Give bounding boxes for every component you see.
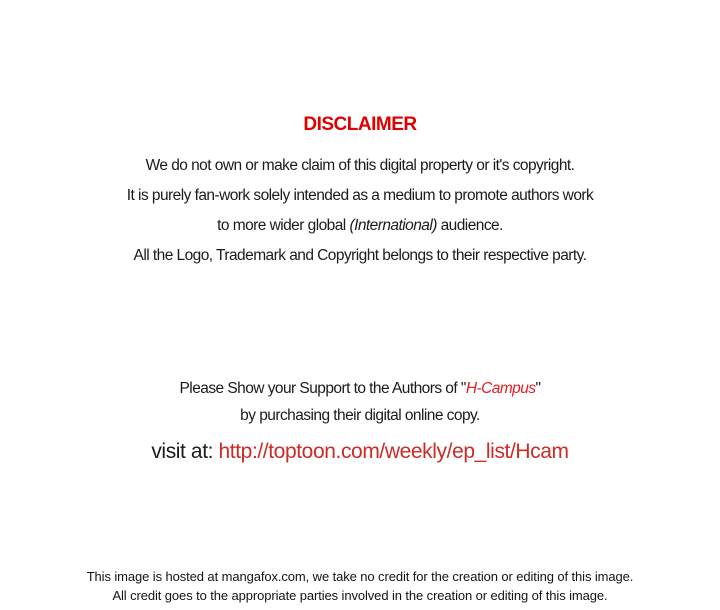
disclaimer-line-3-pre: to more wider global: [217, 217, 350, 234]
support-block: [0, 375, 720, 429]
disclaimer-line-1: We do not own or make claim of this digital property or it's copyright.: [145, 157, 575, 174]
series-title: H-Campus: [465, 380, 536, 397]
disclaimer-title: DISCLAIMER: [303, 114, 417, 135]
visit-line: [0, 438, 720, 466]
support-line-2: by purchasing their digital online copy.: [240, 407, 480, 424]
hosting-note-line-1: This image is hosted at mangafox.com, we take no credit for the creation or editing of this image.: [86, 569, 634, 584]
support-line-1: [0, 375, 720, 402]
disclaimer-line-3-post: audience.: [436, 217, 503, 234]
disclaimer-body: [0, 151, 720, 271]
hosting-note: [0, 567, 720, 605]
disclaimer-line-2: It is purely fan-work solely intended as a medium to promote authors work: [126, 187, 594, 204]
toptoon-url[interactable]: http://toptoon.com/weekly/ep_list/Hcam: [218, 440, 569, 463]
visit-label: visit at:: [151, 440, 219, 463]
disclaimer-line-3: [0, 211, 720, 241]
support-line-1-pre: Please Show your Support to the Authors of ": [179, 380, 466, 397]
international-emphasis: (International): [349, 217, 437, 234]
support-line-1-post: ": [535, 380, 541, 397]
disclaimer-line-4: All the Logo, Trademark and Copyright belongs to their respective party.: [133, 247, 587, 264]
hosting-note-line-2: All credit goes to the appropriate parties involved in the creation or editing of this image.: [112, 588, 608, 603]
